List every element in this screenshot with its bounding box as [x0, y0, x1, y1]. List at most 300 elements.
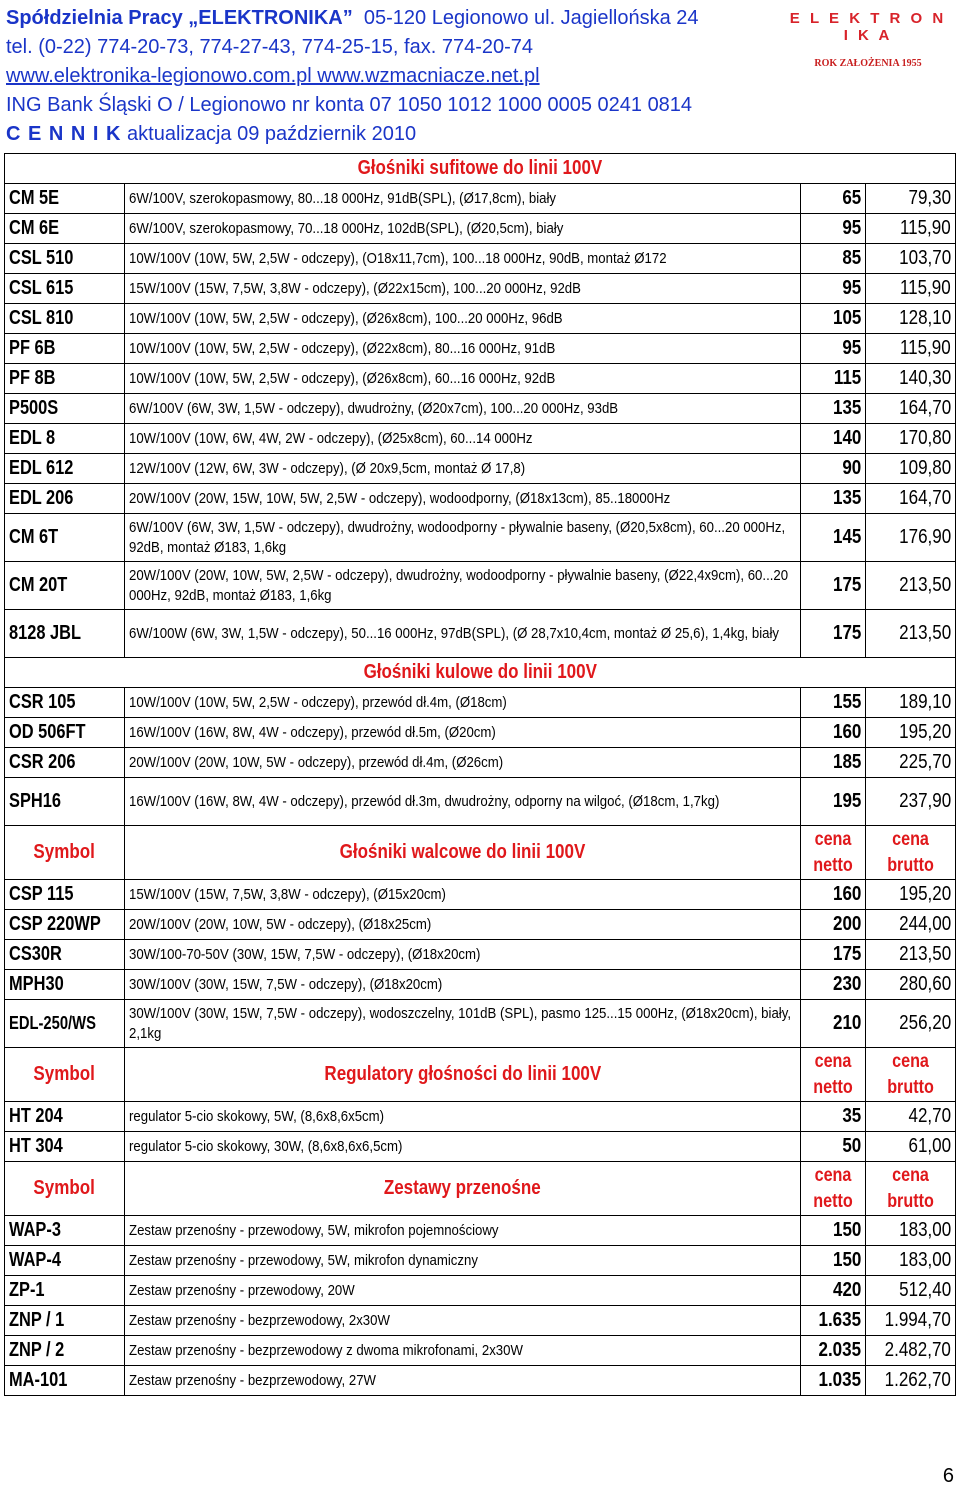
- product-description: [125, 1366, 801, 1396]
- product-symbol: [5, 1336, 125, 1366]
- table-row: [5, 880, 956, 910]
- product-description: [125, 940, 801, 970]
- product-description-text: regulator 5-cio skokowy, 30W, (8,6x8,6x6,5cm): [129, 1137, 403, 1155]
- bank-line: ING Bank Śląski O / Legionowo nr konta 07 1050 1012 1000 0005 0241 0814: [6, 94, 693, 116]
- section-title-label: Głośniki sufitowe do linii 100V: [357, 157, 603, 179]
- product-description: [125, 1306, 801, 1336]
- product-description-text: 6W/100V (6W, 3W, 1,5W - odczepy), dwudrożny, wodoodporny - pływalnie baseny, (Ø20,5x8cm), 60...20 000Hz, 92dB, montaż Ø183, 1,6kg: [129, 518, 786, 556]
- pricelist-title: [6, 120, 766, 149]
- price-brutto: [866, 454, 956, 484]
- price-netto-value: 105: [832, 307, 861, 329]
- product-symbol: [5, 1216, 125, 1246]
- product-description-text: 30W/100-70-50V (30W, 15W, 7,5W - odczepy), (Ø18x20cm): [129, 945, 481, 963]
- price-netto-value: 115: [833, 367, 861, 389]
- brutto-header-label: cena brutto: [887, 1164, 934, 1212]
- product-symbol: [5, 910, 125, 940]
- price-netto-value: 200: [832, 913, 861, 935]
- price-table: [4, 153, 956, 1396]
- price-brutto: [866, 880, 956, 910]
- price-brutto: [866, 1246, 956, 1276]
- price-netto-value: 210: [832, 1012, 861, 1034]
- price-brutto: [866, 274, 956, 304]
- price-brutto: [866, 1366, 956, 1396]
- price-netto-value: 230: [832, 973, 861, 995]
- price-netto-value: 160: [832, 883, 861, 905]
- price-brutto-value: 140,30: [899, 367, 952, 389]
- product-description: [125, 748, 801, 778]
- section-title-label: Głośniki kulowe do linii 100V: [363, 661, 597, 683]
- product-symbol: [5, 880, 125, 910]
- price-netto: [801, 1132, 866, 1162]
- product-description-text: 10W/100V (10W, 5W, 2,5W - odczepy), (Ø26x8cm), 60...16 000Hz, 92dB: [129, 369, 556, 387]
- price-netto: [801, 1246, 866, 1276]
- price-brutto: [866, 514, 956, 562]
- product-description: [125, 1000, 801, 1048]
- price-brutto: [866, 748, 956, 778]
- price-netto-value: 1.635: [818, 1309, 861, 1331]
- section-header-row: [5, 658, 956, 688]
- product-description: [125, 514, 801, 562]
- price-brutto: [866, 688, 956, 718]
- price-netto: [801, 562, 866, 610]
- product-symbol-text: CSL 615: [9, 277, 74, 299]
- price-netto: [801, 940, 866, 970]
- product-description: [125, 244, 801, 274]
- brutto-column-header: [866, 1048, 956, 1102]
- table-row: [5, 970, 956, 1000]
- product-description: [125, 910, 801, 940]
- price-brutto-value: 280,60: [899, 973, 952, 995]
- brutto-column-header: [866, 826, 956, 880]
- price-netto: [801, 1000, 866, 1048]
- section-header-row: [5, 826, 956, 880]
- price-netto-value: 65: [842, 187, 861, 209]
- product-symbol: [5, 940, 125, 970]
- price-brutto: [866, 1276, 956, 1306]
- price-netto-value: 150: [832, 1249, 861, 1271]
- price-brutto: [866, 484, 956, 514]
- netto-column-header: [801, 1162, 866, 1216]
- table-row: [5, 910, 956, 940]
- product-description-text: 30W/100V (30W, 15W, 7,5W - odczepy), wodoszczelny, 101dB (SPL), pasmo 125...15 000Hz, (Ø18x20cm), biały, 2,1kg: [129, 1004, 792, 1042]
- price-netto-value: 145: [832, 526, 861, 548]
- price-netto: [801, 424, 866, 454]
- product-symbol: [5, 334, 125, 364]
- product-description-text: 20W/100V (20W, 10W, 5W - odczepy), (Ø18x25cm): [129, 915, 432, 933]
- product-symbol-text: CM 6E: [9, 217, 60, 239]
- section-title: [125, 826, 801, 880]
- product-description-text: 6W/100V, szerokopasmowy, 70...18 000Hz, 102dB(SPL), (Ø20,5cm), biały: [129, 219, 564, 237]
- price-netto-value: 1.035: [818, 1369, 861, 1391]
- product-description: [125, 184, 801, 214]
- product-description: [125, 334, 801, 364]
- product-symbol: [5, 970, 125, 1000]
- table-row: [5, 214, 956, 244]
- product-symbol: [5, 1000, 125, 1048]
- netto-header-label: cena netto: [813, 1164, 853, 1212]
- product-symbol: [5, 748, 125, 778]
- table-row: [5, 274, 956, 304]
- product-symbol: [5, 1102, 125, 1132]
- product-description: [125, 274, 801, 304]
- section-header-row: [5, 154, 956, 184]
- product-description: [125, 1102, 801, 1132]
- table-row: [5, 562, 956, 610]
- product-description: [125, 454, 801, 484]
- update-date: aktualizacja 09 październik 2010: [127, 123, 417, 145]
- price-brutto: [866, 910, 956, 940]
- company-address: 05-120 Legionowo ul. Jagiellońska 24: [363, 7, 699, 29]
- price-brutto: [866, 778, 956, 826]
- price-netto-value: 160: [832, 721, 861, 743]
- table-row: [5, 1306, 956, 1336]
- product-symbol: [5, 778, 125, 826]
- product-symbol: [5, 454, 125, 484]
- product-description: [125, 562, 801, 610]
- product-description: [125, 1246, 801, 1276]
- price-netto: [801, 1216, 866, 1246]
- product-symbol-text: HT 204: [9, 1105, 63, 1127]
- table-row: [5, 1246, 956, 1276]
- product-symbol: [5, 394, 125, 424]
- price-brutto: [866, 1336, 956, 1366]
- price-netto-value: 155: [832, 691, 861, 713]
- table-row: [5, 1000, 956, 1048]
- table-row: [5, 424, 956, 454]
- product-description-text: 20W/100V (20W, 10W, 5W, 2,5W - odczepy), dwudrożny, wodoodporny - pływalnie baseny, (Ø22,4x9cm), 60...20 000Hz, 92dB, montaż Ø183, 1,6kg: [129, 566, 789, 604]
- price-netto-value: 185: [832, 751, 861, 773]
- price-brutto-value: 195,20: [899, 883, 952, 905]
- table-row: [5, 1366, 956, 1396]
- product-description-text: 10W/100V (10W, 5W, 2,5W - odczepy), (Ø22x8cm), 80...16 000Hz, 91dB: [129, 339, 556, 357]
- product-symbol: [5, 610, 125, 658]
- price-netto-value: 95: [842, 217, 861, 239]
- price-netto: [801, 304, 866, 334]
- price-netto: [801, 910, 866, 940]
- price-netto-value: 50: [842, 1135, 861, 1157]
- product-symbol: [5, 424, 125, 454]
- product-description-text: Zestaw przenośny - przewodowy, 20W: [129, 1281, 355, 1299]
- product-symbol-text: EDL 8: [9, 427, 56, 449]
- table-row: [5, 514, 956, 562]
- netto-column-header: [801, 826, 866, 880]
- product-description-text: 6W/100V (6W, 3W, 1,5W - odczepy), dwudrożny, (Ø20x7cm), 100...20 000Hz, 93dB: [129, 399, 619, 417]
- page-number: 6: [942, 1465, 954, 1487]
- product-symbol: [5, 688, 125, 718]
- table-row: [5, 1276, 956, 1306]
- product-symbol: [5, 1276, 125, 1306]
- price-brutto-value: 183,00: [899, 1249, 952, 1271]
- price-netto-value: 135: [832, 397, 861, 419]
- product-description-text: Zestaw przenośny - przewodowy, 5W, mikrofon dynamiczny: [129, 1251, 478, 1269]
- product-description-text: Zestaw przenośny - bezprzewodowy, 27W: [129, 1371, 376, 1389]
- product-symbol: [5, 514, 125, 562]
- price-brutto-value: 176,90: [899, 526, 952, 548]
- table-row: [5, 718, 956, 748]
- section-title-label: Głośniki walcowe do linii 100V: [339, 841, 586, 863]
- product-symbol-text: EDL-250/WS: [9, 1013, 96, 1033]
- product-symbol: [5, 1132, 125, 1162]
- price-netto-value: 175: [832, 943, 861, 965]
- product-symbol-text: EDL 206: [9, 487, 74, 509]
- price-brutto-value: 79,30: [908, 187, 952, 209]
- product-symbol: [5, 274, 125, 304]
- price-netto: [801, 514, 866, 562]
- netto-column-header: [801, 1048, 866, 1102]
- product-symbol: [5, 1246, 125, 1276]
- price-netto: [801, 970, 866, 1000]
- product-symbol-text: ZNP / 2: [9, 1339, 65, 1361]
- price-netto: [801, 334, 866, 364]
- product-description-text: 16W/100V (16W, 8W, 4W - odczepy), przewód dł.5m, (Ø20cm): [129, 723, 496, 741]
- price-netto: [801, 718, 866, 748]
- price-netto: [801, 484, 866, 514]
- price-brutto: [866, 1132, 956, 1162]
- price-netto: [801, 1102, 866, 1132]
- price-brutto: [866, 1306, 956, 1336]
- table-row: [5, 184, 956, 214]
- table-row: [5, 778, 956, 826]
- price-netto-value: 90: [842, 457, 861, 479]
- product-symbol-text: CSR 206: [9, 751, 76, 773]
- price-brutto: [866, 184, 956, 214]
- price-netto: [801, 454, 866, 484]
- price-brutto: [866, 718, 956, 748]
- product-description: [125, 394, 801, 424]
- brutto-column-header: [866, 1162, 956, 1216]
- section-title: [125, 1162, 801, 1216]
- section-title: [5, 658, 956, 688]
- product-description: [125, 778, 801, 826]
- price-brutto-value: 213,50: [899, 943, 952, 965]
- table-row: [5, 688, 956, 718]
- product-description: [125, 688, 801, 718]
- product-description-text: 15W/100V (15W, 7,5W, 3,8W - odczepy), (Ø15x20cm): [129, 885, 446, 903]
- product-symbol-text: SPH16: [9, 790, 61, 812]
- netto-header-label: cena netto: [813, 1050, 853, 1098]
- symbol-header-label: Symbol: [33, 1177, 96, 1199]
- price-netto-value: 85: [842, 247, 861, 269]
- company-logo: [788, 10, 948, 69]
- price-brutto: [866, 1000, 956, 1048]
- table-row: [5, 1216, 956, 1246]
- company-line: [6, 4, 766, 33]
- price-brutto: [866, 940, 956, 970]
- website-links[interactable]: www.elektronika-legionowo.com.pl www.wzmacniacze.net.pl: [6, 65, 540, 87]
- product-symbol-text: WAP-4: [9, 1249, 61, 1271]
- price-netto: [801, 274, 866, 304]
- price-netto: [801, 364, 866, 394]
- price-brutto: [866, 304, 956, 334]
- price-netto: [801, 778, 866, 826]
- table-row: [5, 394, 956, 424]
- symbol-column-header: [5, 1162, 125, 1216]
- logo-name: E L E K T R O N I K A: [789, 10, 947, 44]
- section-title: [125, 1048, 801, 1102]
- price-netto: [801, 610, 866, 658]
- product-description-text: 20W/100V (20W, 10W, 5W - odczepy), przewód dł.4m, (Ø26cm): [129, 753, 504, 771]
- product-symbol-text: MA-101: [9, 1369, 68, 1391]
- price-netto-value: 420: [832, 1279, 861, 1301]
- product-description-text: 20W/100V (20W, 15W, 10W, 5W, 2,5W - odczepy), wodoodporny, (Ø18x13cm), 85..18000Hz: [129, 489, 671, 507]
- product-symbol: [5, 244, 125, 274]
- table-row: [5, 610, 956, 658]
- brutto-header-label: cena brutto: [887, 1050, 934, 1098]
- price-brutto: [866, 334, 956, 364]
- product-symbol-text: WAP-3: [9, 1219, 61, 1241]
- product-symbol: [5, 184, 125, 214]
- price-netto: [801, 1306, 866, 1336]
- table-row: [5, 304, 956, 334]
- price-brutto-value: 195,20: [899, 721, 952, 743]
- price-brutto-value: 512,40: [899, 1279, 952, 1301]
- price-netto: [801, 688, 866, 718]
- product-description-text: 10W/100V (10W, 6W, 4W, 2W - odczepy), (Ø25x8cm), 60...14 000Hz: [129, 429, 533, 447]
- product-description: [125, 1216, 801, 1246]
- product-symbol-text: MPH30: [9, 973, 64, 995]
- product-description: [125, 970, 801, 1000]
- product-symbol-text: P500S: [9, 397, 59, 419]
- price-netto: [801, 244, 866, 274]
- product-symbol-text: CSP 115: [9, 883, 74, 905]
- price-netto: [801, 1336, 866, 1366]
- product-symbol: [5, 364, 125, 394]
- price-brutto-value: 189,10: [899, 691, 952, 713]
- product-description: [125, 424, 801, 454]
- product-symbol-text: CSR 105: [9, 691, 76, 713]
- price-netto-value: 175: [832, 622, 861, 644]
- product-symbol-text: 8128 JBL: [9, 622, 82, 644]
- product-symbol: [5, 484, 125, 514]
- product-symbol: [5, 304, 125, 334]
- product-description: [125, 1336, 801, 1366]
- price-brutto-value: 61,00: [908, 1135, 952, 1157]
- price-netto-value: 95: [842, 277, 861, 299]
- table-row: [5, 748, 956, 778]
- price-brutto: [866, 610, 956, 658]
- price-brutto-value: 164,70: [899, 397, 952, 419]
- price-brutto-value: 170,80: [899, 427, 952, 449]
- product-description-text: Zestaw przenośny - przewodowy, 5W, mikrofon pojemnościowy: [129, 1221, 499, 1239]
- product-description: [125, 610, 801, 658]
- table-row: [5, 364, 956, 394]
- table-row: [5, 1336, 956, 1366]
- price-brutto-value: 213,50: [899, 622, 952, 644]
- price-brutto-value: 109,80: [899, 457, 952, 479]
- table-row: [5, 334, 956, 364]
- product-description-text: 10W/100V (10W, 5W, 2,5W - odczepy), (O18x11,7cm), 100...18 000Hz, 90dB, montaż Ø172: [129, 249, 667, 267]
- product-description-text: 12W/100V (12W, 6W, 3W - odczepy), (Ø 20x9,5cm, montaż Ø 17,8): [129, 459, 526, 477]
- price-brutto-value: 225,70: [899, 751, 952, 773]
- price-netto: [801, 214, 866, 244]
- price-brutto: [866, 394, 956, 424]
- netto-header-label: cena netto: [813, 828, 853, 876]
- product-description: [125, 364, 801, 394]
- price-netto-value: 195: [832, 790, 861, 812]
- product-symbol-text: CSP 220WP: [9, 913, 101, 935]
- section-title-label: Regulatory głośności do linii 100V: [324, 1063, 601, 1085]
- price-brutto-value: 42,70: [908, 1105, 952, 1127]
- product-description: [125, 484, 801, 514]
- price-brutto: [866, 1216, 956, 1246]
- product-symbol-text: CM 6T: [9, 526, 59, 548]
- price-brutto: [866, 562, 956, 610]
- price-brutto-value: 103,70: [899, 247, 952, 269]
- product-symbol: [5, 1306, 125, 1336]
- price-brutto-value: 2.482,70: [884, 1339, 952, 1361]
- phone-line: tel. (0-22) 774-20-73, 774-27-43, 774-25-15, fax. 774-20-74: [6, 36, 534, 58]
- section-header-row: [5, 1162, 956, 1216]
- product-description-text: regulator 5-cio skokowy, 5W, (8,6x8,6x5cm): [129, 1107, 385, 1125]
- price-brutto: [866, 1102, 956, 1132]
- product-symbol-text: HT 304: [9, 1135, 63, 1157]
- table-row: [5, 1102, 956, 1132]
- table-row: [5, 1132, 956, 1162]
- product-description: [125, 718, 801, 748]
- product-description: [125, 214, 801, 244]
- product-symbol: [5, 1366, 125, 1396]
- price-netto: [801, 748, 866, 778]
- price-brutto: [866, 424, 956, 454]
- price-brutto-value: 1.994,70: [884, 1309, 952, 1331]
- product-symbol-text: CSL 510: [9, 247, 74, 269]
- product-symbol-text: ZNP / 1: [9, 1309, 65, 1331]
- product-description-text: 6W/100V, szerokopasmowy, 80...18 000Hz, 91dB(SPL), (Ø17,8cm), biały: [129, 189, 557, 207]
- product-description: [125, 304, 801, 334]
- product-symbol: [5, 562, 125, 610]
- price-brutto: [866, 364, 956, 394]
- product-symbol-text: EDL 612: [9, 457, 74, 479]
- price-brutto-value: 115,90: [900, 217, 952, 239]
- section-header-row: [5, 1048, 956, 1102]
- price-brutto-value: 213,50: [899, 574, 952, 596]
- price-brutto-value: 237,90: [899, 790, 952, 812]
- symbol-header-label: Symbol: [33, 841, 96, 863]
- product-description-text: 10W/100V (10W, 5W, 2,5W - odczepy), (Ø26x8cm), 100...20 000Hz, 96dB: [129, 309, 563, 327]
- product-description: [125, 1276, 801, 1306]
- product-description-text: 15W/100V (15W, 7,5W, 3,8W - odczepy), (Ø22x15cm), 100...20 000Hz, 92dB: [129, 279, 581, 297]
- table-row: [5, 244, 956, 274]
- price-netto-value: 95: [842, 337, 861, 359]
- symbol-header-label: Symbol: [33, 1063, 96, 1085]
- price-netto-value: 135: [832, 487, 861, 509]
- table-row: [5, 940, 956, 970]
- product-description: [125, 880, 801, 910]
- product-description: [125, 1132, 801, 1162]
- price-netto: [801, 1366, 866, 1396]
- product-symbol-text: ZP-1: [9, 1279, 45, 1301]
- company-header: [6, 4, 766, 149]
- symbol-column-header: [5, 1048, 125, 1102]
- product-symbol: [5, 214, 125, 244]
- price-netto-value: 175: [832, 574, 861, 596]
- product-description-text: 16W/100V (16W, 8W, 4W - odczepy), przewód dł.3m, dwudrożny, odporny na wilgoć, (Ø18cm, 1,7kg): [129, 792, 720, 810]
- price-netto-value: 150: [832, 1219, 861, 1241]
- price-netto-value: 2.035: [818, 1339, 861, 1361]
- table-row: [5, 484, 956, 514]
- product-symbol-text: PF 6B: [9, 337, 56, 359]
- product-description-text: Zestaw przenośny - bezprzewodowy z dwoma mikrofonami, 2x30W: [129, 1341, 523, 1359]
- brutto-header-label: cena brutto: [887, 828, 934, 876]
- price-brutto-value: 115,90: [900, 277, 952, 299]
- product-symbol-text: CSL 810: [9, 307, 74, 329]
- price-brutto-value: 1.262,70: [884, 1369, 952, 1391]
- logo-founded: ROK ZAŁOŻENIA 1955: [814, 58, 922, 69]
- price-brutto: [866, 214, 956, 244]
- price-netto-value: 35: [842, 1105, 861, 1127]
- product-description-text: 6W/100W (6W, 3W, 1,5W - odczepy), 50...16 000Hz, 97dB(SPL), (Ø 28,7x10,4cm, montaż Ø 25,6), 1,4kg, biały: [129, 624, 780, 642]
- price-brutto-value: 256,20: [899, 1012, 952, 1034]
